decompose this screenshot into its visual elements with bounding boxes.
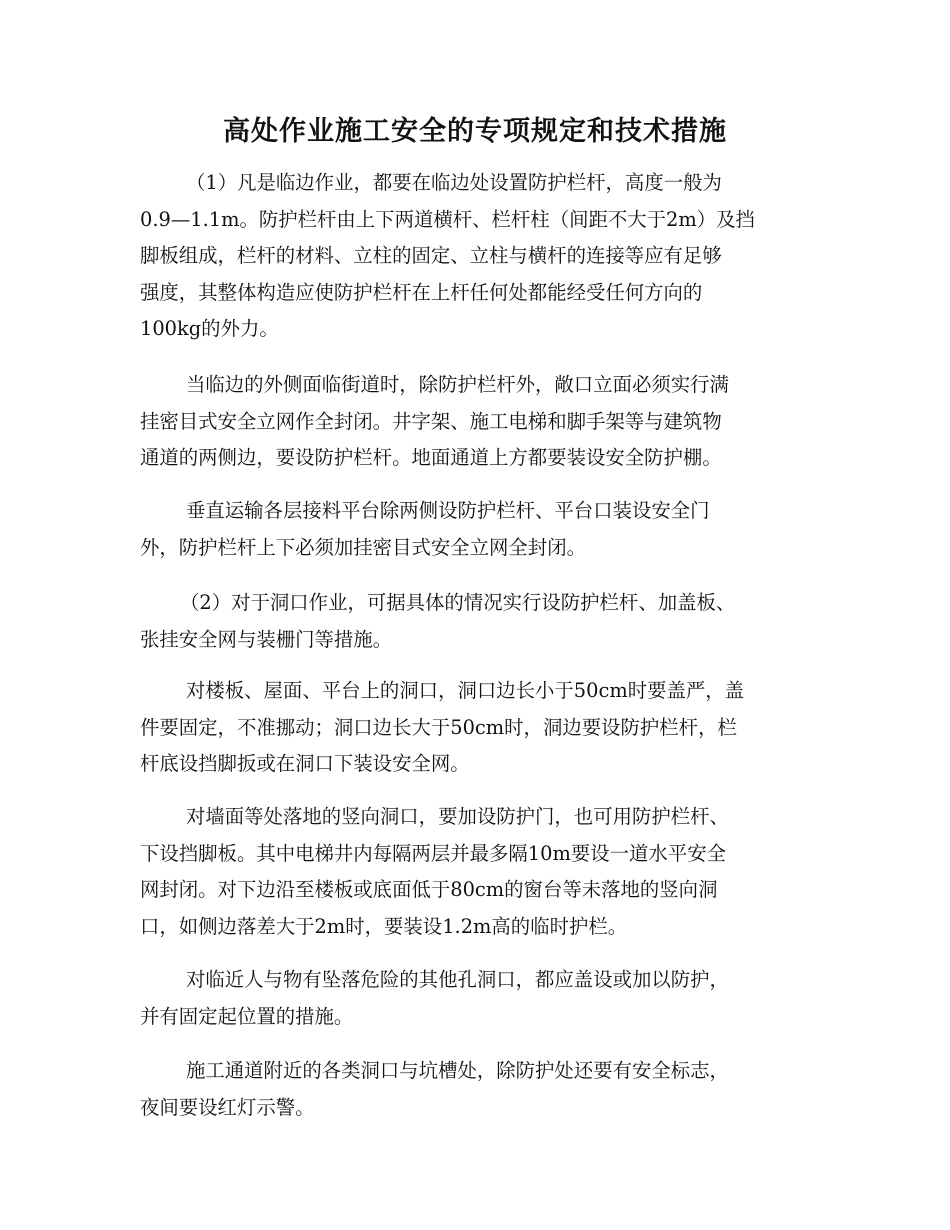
paragraph-line: 脚板组成，栏杆的材料、立柱的固定、立柱与横杆的连接等应有足够 xyxy=(140,244,722,267)
paragraph-line: 件要固定，不准挪动；洞口边长大于50cm时，洞边要设防护栏杆，栏 xyxy=(140,715,737,739)
paragraph-line: 网封闭。对下边沿至楼板或底面低于80cm的窗台等未落地的竖向洞 xyxy=(140,878,718,901)
paragraph-4 xyxy=(140,585,810,658)
paragraph-line: （2）对于洞口作业，可据具体的情况实行设防护栏杆、加盖板、 xyxy=(180,591,736,614)
paragraph-7 xyxy=(140,962,810,1035)
paragraph-5 xyxy=(140,673,810,783)
paragraph-line: 杆底设挡脚扳或在洞口下装设安全网。 xyxy=(140,752,470,775)
document-title: 高处作业施工安全的专项规定和技术措施 xyxy=(223,116,727,147)
paragraph-line: 夜间要设红灯示警。 xyxy=(140,1095,315,1119)
paragraph-line: 垂直运输各层接料平台除两侧设防护栏杆、平台口装设安全门 xyxy=(186,499,710,522)
paragraph-line: 0.9—1.1m。防护栏杆由上下两道横杆、栏杆柱（间距不大于2m）及挡 xyxy=(140,207,755,231)
paragraph-line: （1）凡是临边作业，都要在临边处设置防护栏杆，高度一般为 xyxy=(186,171,722,194)
paragraph-1 xyxy=(140,165,810,348)
paragraph-line: 当临边的外侧面临街道时，除防护栏杆外，敞口立面必须实行满 xyxy=(186,373,729,396)
paragraph-6 xyxy=(140,799,810,945)
paragraph-line: 口，如侧边落差大于2m时，要装设1.2m高的临时护栏。 xyxy=(140,914,628,938)
paragraph-line: 外，防护栏杆上下必须加挂密目式安全立网全封闭。 xyxy=(140,535,586,559)
paragraph-line: 通道的两侧边，要设防护栏杆。地面通道上方都要装设安全防护棚。 xyxy=(140,446,722,469)
paragraph-line: 对楼板、屋面、平台上的洞口，洞口边长小于50cm时要盖严，盖 xyxy=(186,679,745,702)
paragraph-line: 强度，其整体构造应使防护栏杆在上杆任何处都能经受任何方向的 xyxy=(140,280,703,304)
paragraph-line: 100kg的外力。 xyxy=(140,317,279,340)
paragraph-line: 对墙面等处落地的竖向洞口，要加设防护门，也可用防护栏杆、 xyxy=(186,805,729,828)
paragraph-2 xyxy=(140,367,810,477)
paragraph-line: 施工通道附近的各类洞口与坑槽处，除防护处还要有安全标志， xyxy=(186,1059,729,1082)
paragraph-line: 张挂安全网与装栅门等措施。 xyxy=(140,627,393,651)
paragraph-line: 挂密目式安全立网作全封闭。井字架、施工电梯和脚手架等与建筑物 xyxy=(140,409,722,433)
paragraph-3 xyxy=(140,493,810,566)
paragraph-line: 并有固定起位置的措施。 xyxy=(140,1004,354,1028)
paragraph-line: 对临近人与物有坠落危险的其他孔洞口，都应盖设或加以防护， xyxy=(186,968,729,991)
paragraph-line: 下设挡脚板。其中电梯井内每隔两层并最多隔10m要设一道水平安全 xyxy=(140,841,726,865)
paragraph-8 xyxy=(140,1053,810,1126)
